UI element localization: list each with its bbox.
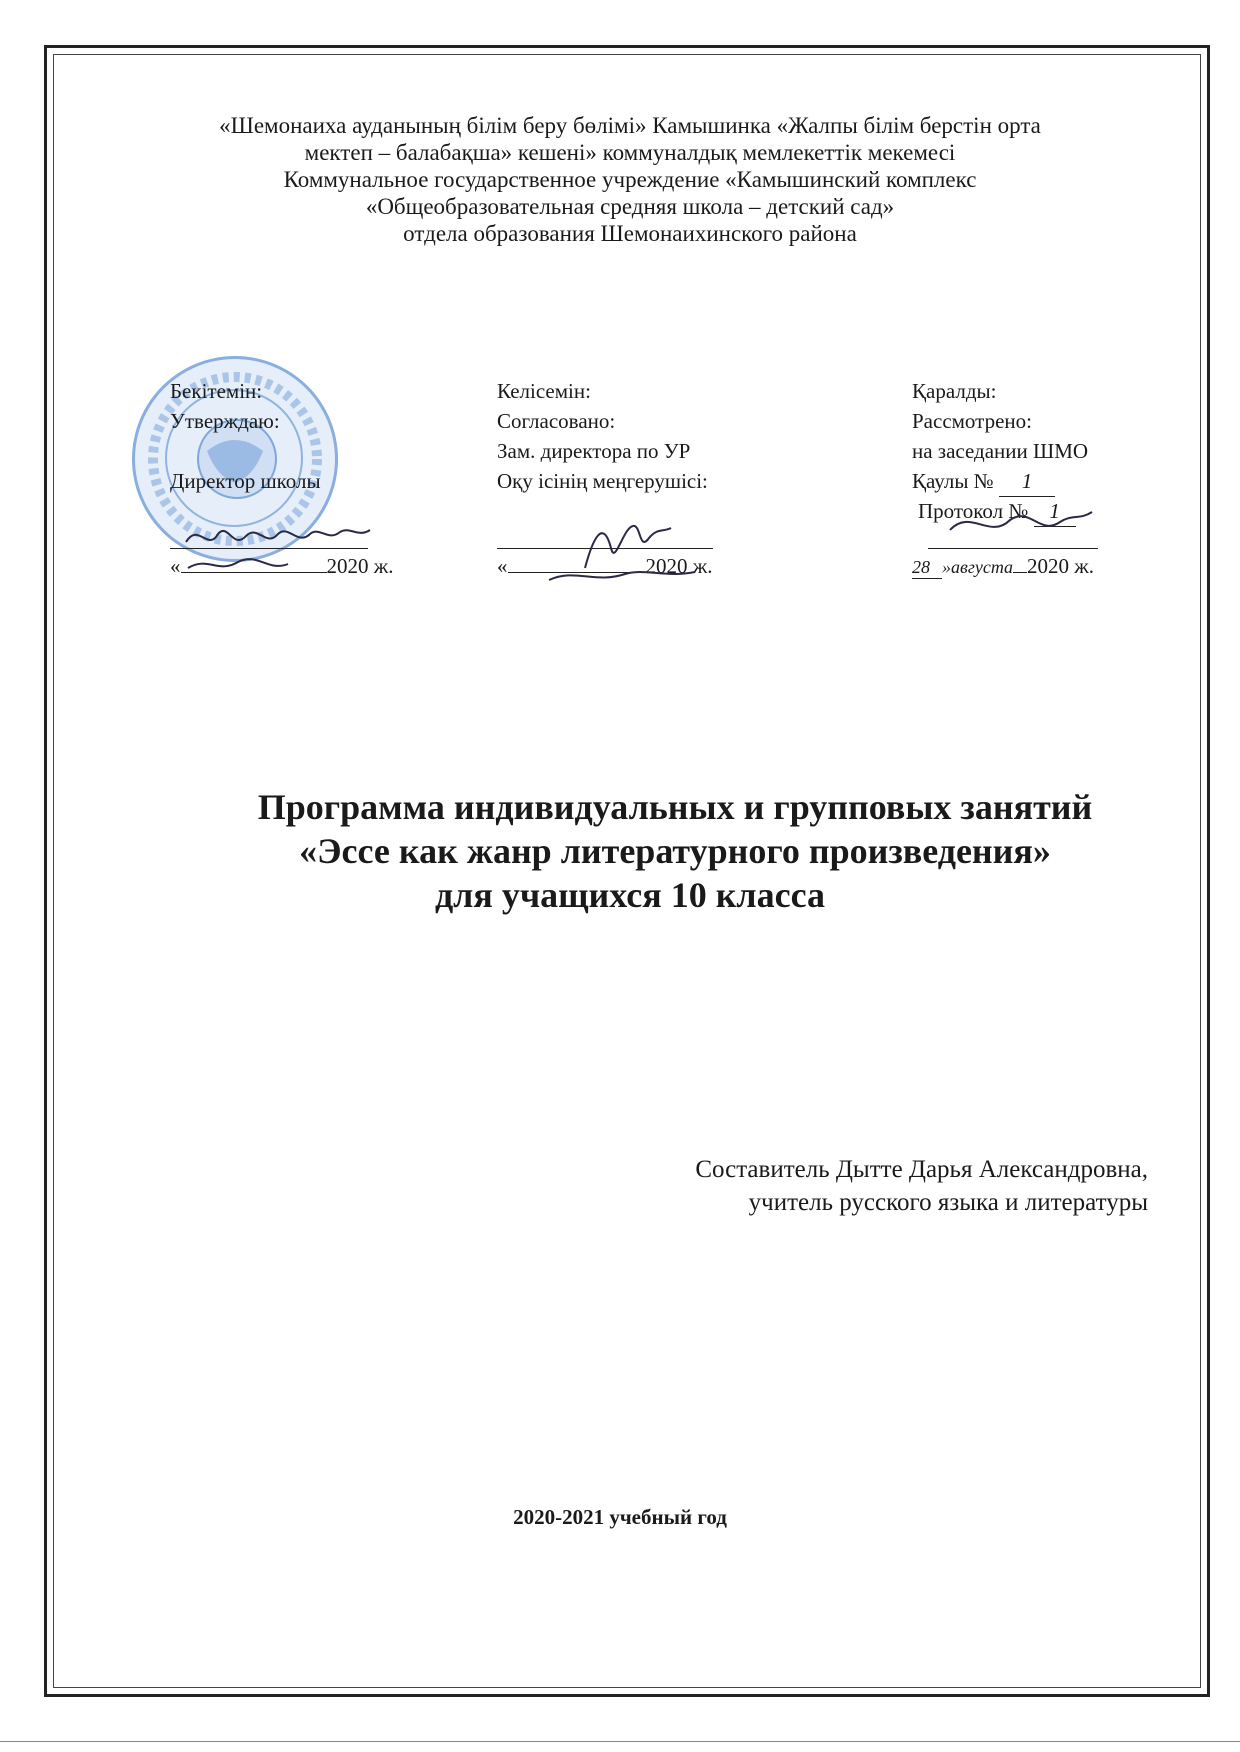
title-line-3: для учащихся 10 класса <box>434 875 826 915</box>
reviewed-ru-label: Рассмотрено: <box>912 409 1032 433</box>
header-line: «Шемонаиха ауданының білім беру бөлімі» Камышинка «Жалпы білім берстін орта <box>219 113 1041 138</box>
quote-open: « <box>170 554 181 578</box>
kauly-line <box>912 466 1088 496</box>
kauly-label: Қаулы № <box>912 469 994 493</box>
header-line: отдела образования Шемонаихинского района <box>403 221 857 246</box>
date-suffix: 2020 ж. <box>326 554 394 578</box>
quote-open: « <box>497 554 508 578</box>
bottom-rule <box>0 1741 1240 1742</box>
academic-year: 2020-2021 учебный год <box>513 1505 727 1529</box>
director-signature <box>178 512 378 582</box>
approval-column-deputy <box>497 376 708 496</box>
shmo-date-line <box>912 554 1094 579</box>
agree-ru-label: Согласовано: <box>497 409 616 433</box>
reviewed-kz-label: Қаралды: <box>912 379 997 403</box>
kauly-number: 1 <box>999 466 1055 497</box>
date-suffix: 2020 ж. <box>1027 554 1095 578</box>
deputy-kz-label: Оқу ісінің меңгерушісі: <box>497 469 708 493</box>
header-line: «Общеобразовательная средняя школа – детский сад» <box>365 194 895 219</box>
date-suffix: 2020 ж. <box>645 554 713 578</box>
protocol-number: 1 <box>1034 496 1076 527</box>
shmo-date-month: »августа <box>942 557 1014 577</box>
agree-kz-label: Келісемін: <box>497 379 591 403</box>
spacer <box>170 436 321 466</box>
author-position: учитель русского языка и литературы <box>748 1189 1148 1216</box>
title-line-1: Программа индивидуальных и групповых занятий <box>257 787 1093 827</box>
header-line: мектеп – балабақша» кешені» коммуналдық мемлекеттік мекемесі <box>304 140 956 165</box>
header-line: Коммунальное государственное учреждение «Камышинский комплекс <box>283 167 977 192</box>
author-block <box>695 1153 1148 1219</box>
approve-kz-label: Бекітемін: <box>170 379 263 403</box>
approval-column-director <box>170 376 321 496</box>
protocol-label: Протокол № <box>918 499 1029 523</box>
title-line-2: «Эссе как жанр литературного произведения» <box>299 831 1051 871</box>
deputy-label: Зам. директора по УР <box>497 439 691 463</box>
approve-ru-label: Утверждаю: <box>170 409 280 433</box>
author-name: Составитель Дытте Дарья Александровна, <box>695 1156 1148 1183</box>
director-label: Директор школы <box>170 469 321 493</box>
document-title <box>150 785 1110 917</box>
shmo-label: на заседании ШМО <box>912 439 1089 463</box>
institution-header <box>150 112 1110 247</box>
shmo-date-day: 28 <box>912 557 942 579</box>
deputy-signature <box>545 508 715 588</box>
shmo-signature <box>940 500 1100 550</box>
